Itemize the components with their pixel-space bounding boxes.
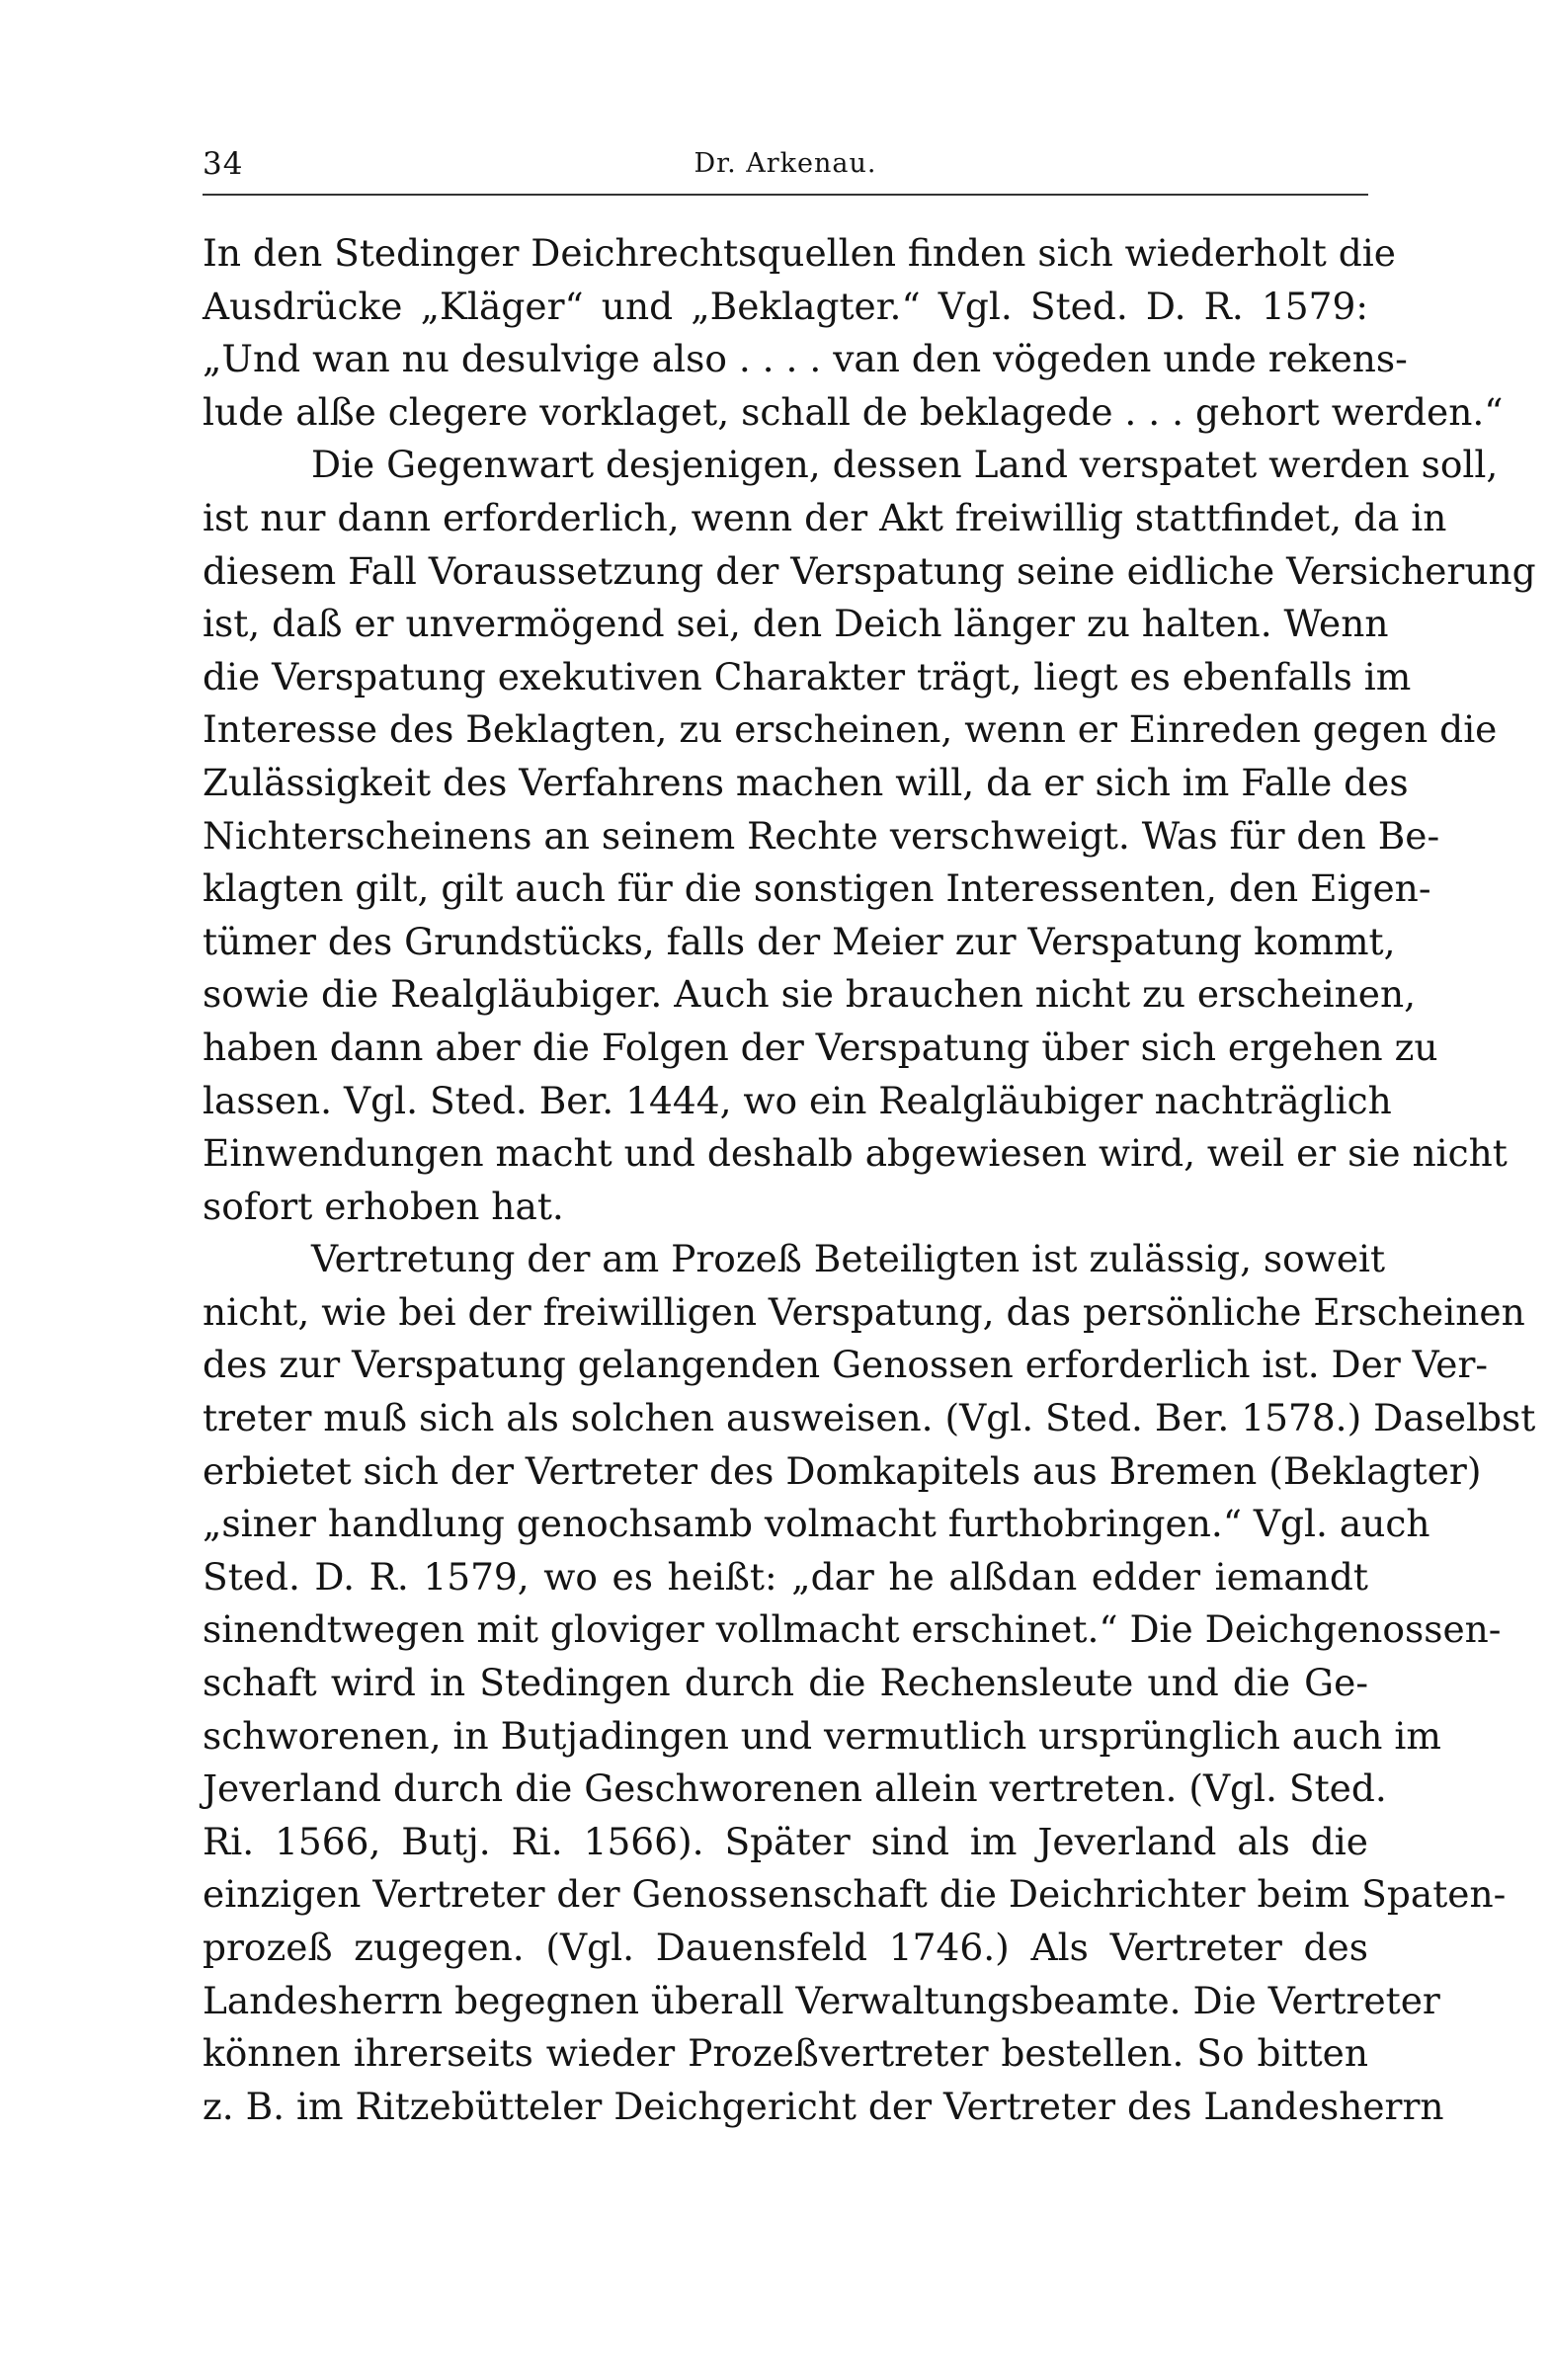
text-line: können ihrerseits wieder Prozeßvertreter bestellen. So bitten [203, 2031, 1368, 2076]
text-line: ist, daß er unvermögend sei, den Deich länger zu halten. Wenn [203, 602, 1389, 646]
text-line: Landesherrn begegnen überall Verwaltungsbeamte. Die Vertreter [203, 1978, 1440, 2022]
text-line: ist nur dann erforderlich, wenn der Akt freiwillig stattfindet, da in [203, 495, 1447, 539]
paragraph-2 [203, 439, 1536, 1233]
text-line: Zulässigkeit des Verfahrens machen will, da er sich im Falle des [203, 760, 1409, 804]
text-line: tümer des Grundstücks, falls der Meier zur Verspatung kommt, [203, 919, 1396, 963]
text-line: In den Stedinger Deichrechtsquellen finden sich wiederholt die [203, 231, 1396, 275]
text-line: z. B. im Ritzebütteler Deichgericht der Vertreter des Landesherrn [203, 2084, 1444, 2128]
body-text [203, 227, 1536, 2133]
text-line: Die Gegenwart desjenigen, dessen Land verspatet werden soll, [311, 443, 1499, 487]
text-line: die Verspatung exekutiven Charakter trägt, liegt es ebenfalls im [203, 654, 1412, 698]
text-line: „siner handlung genochsamb volmacht furthobringen.“ Vgl. auch [203, 1502, 1430, 1546]
text-line: sinendtwegen mit gloviger vollmacht erschinet.“ Die Deichgenossen- [203, 1607, 1502, 1652]
text-line: klagten gilt, gilt auch für die sonstigen Interessenten, den Eigen- [203, 866, 1431, 911]
text-line: lassen. Vgl. Sted. Ber. 1444, wo ein Realgläubiger nachträglich [203, 1078, 1392, 1122]
text-line: diesem Fall Voraussetzung der Verspatung seine eidliche Versicherung [203, 548, 1536, 593]
text-line: Interesse des Beklagten, zu erscheinen, wenn er Einreden gegen die [203, 707, 1498, 752]
text-line: Sted. D. R. 1579, wo es heißt: „dar he alßdan edder iemandt [203, 1554, 1368, 1599]
page-header [203, 138, 1368, 196]
paragraph-3 [203, 1233, 1536, 2133]
text-line: nicht, wie bei der freiwilligen Verspatung, das persönliche Erscheinen [203, 1289, 1525, 1334]
text-line: schaft wird in Stedingen durch die Rechensleute und die Ge- [203, 1661, 1368, 1705]
text-line: sofort erhoben hat. [203, 1184, 564, 1228]
text-line: haben dann aber die Folgen der Verspatung über sich ergehen zu [203, 1025, 1438, 1069]
text-line: einzigen Vertreter der Genossenschaft die Deichrichter beim Spaten- [203, 1872, 1507, 1917]
text-line: erbietet sich der Vertreter des Domkapitels aus Bremen (Beklagter) [203, 1448, 1482, 1493]
text-line: Jeverland durch die Geschworenen allein vertreten. (Vgl. Sted. [203, 1766, 1387, 1811]
text-line: schworenen, in Butjadingen und vermutlich ursprünglich auch im [203, 1713, 1441, 1758]
text-line: Einwendungen macht und deshalb abgewiesen wird, weil er sie nicht [203, 1131, 1508, 1176]
text-line: sowie die Realgläubiger. Auch sie brauchen nicht zu erscheinen, [203, 972, 1417, 1017]
text-line: des zur Verspatung gelangenden Genossen erforderlich ist. Der Ver- [203, 1343, 1489, 1387]
page-number: 34 [203, 146, 244, 182]
text-line: lude alße clegere vorklaget, schall de beklagede . . . gehort werden.“ [203, 389, 1504, 434]
text-line: Vertretung der am Prozeß Beteiligten ist zulässig, soweit [311, 1237, 1386, 1281]
text-line: „Und wan nu desulvige also . . . . van den vögeden unde rekens- [203, 337, 1408, 381]
paragraph-1 [203, 227, 1504, 439]
text-line: prozeß zugegen. (Vgl. Dauensfeld 1746.) Als Vertreter des [203, 1926, 1368, 1969]
text-line: Ausdrücke „Kläger“ und „Beklagter.“ Vgl. Sted. D. R. 1579: [203, 284, 1368, 328]
text-line: Nichterscheinens an seinem Rechte verschweigt. Was für den Be- [203, 813, 1440, 858]
text-line: Ri. 1566, Butj. Ri. 1566). Später sind im Jeverland als die [203, 1819, 1368, 1863]
text-line: treter muß sich als solchen ausweisen. (Vgl. Sted. Ber. 1578.) Daselbst [203, 1396, 1536, 1440]
running-head: Dr. Arkenau. [694, 148, 877, 179]
